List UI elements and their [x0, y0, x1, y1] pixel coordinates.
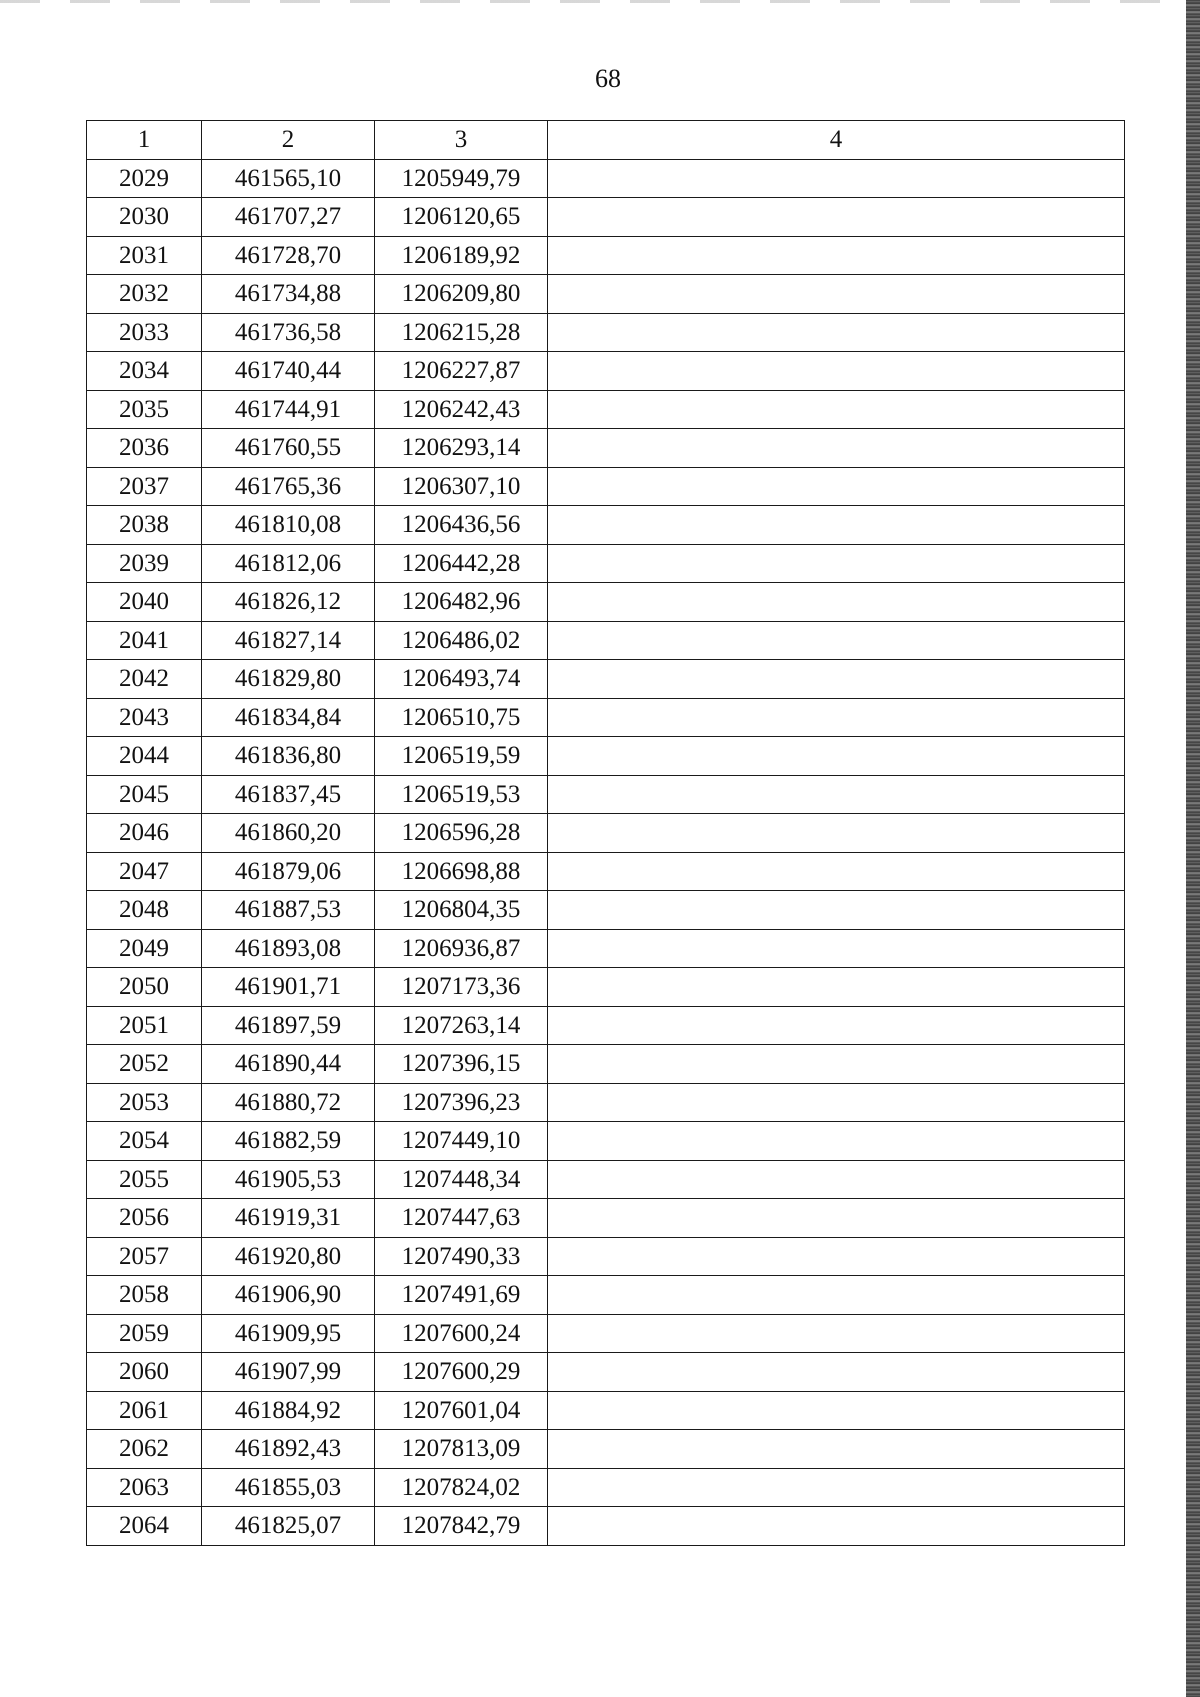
y-coordinate-cell: 1206486,02 [375, 621, 548, 660]
table-row [87, 198, 1125, 237]
table-row [87, 737, 1125, 776]
description-cell [548, 968, 1125, 1007]
y-coordinate-cell: 1207600,29 [375, 1353, 548, 1392]
y-coordinate-cell: 1206215,28 [375, 313, 548, 352]
description-cell [548, 1122, 1125, 1161]
y-coordinate-cell: 1207490,33 [375, 1237, 548, 1276]
y-coordinate-cell: 1206442,28 [375, 544, 548, 583]
description-cell [548, 737, 1125, 776]
table-row [87, 1314, 1125, 1353]
table-row [87, 429, 1125, 468]
y-coordinate-cell: 1206307,10 [375, 467, 548, 506]
x-coordinate-cell: 461897,59 [202, 1006, 375, 1045]
description-cell [548, 1314, 1125, 1353]
table-row [87, 1276, 1125, 1315]
table-row [87, 583, 1125, 622]
x-coordinate-cell: 461825,07 [202, 1507, 375, 1546]
table-row [87, 852, 1125, 891]
page-number: 68 [595, 64, 621, 93]
x-coordinate-cell: 461826,12 [202, 583, 375, 622]
table-row [87, 313, 1125, 352]
table-row [87, 1430, 1125, 1469]
table-row [87, 891, 1125, 930]
y-coordinate-cell: 1207396,15 [375, 1045, 548, 1084]
scan-top-noise [0, 0, 1186, 3]
point-number-cell: 2037 [87, 467, 202, 506]
scan-edge-shadow [1186, 0, 1200, 1697]
description-cell [548, 698, 1125, 737]
table-row [87, 1045, 1125, 1084]
x-coordinate-cell: 461734,88 [202, 275, 375, 314]
x-coordinate-cell: 461765,36 [202, 467, 375, 506]
description-cell [548, 1237, 1125, 1276]
y-coordinate-cell: 1206936,87 [375, 929, 548, 968]
table-row [87, 814, 1125, 853]
y-coordinate-cell: 1206519,53 [375, 775, 548, 814]
point-number-cell: 2034 [87, 352, 202, 391]
x-coordinate-cell: 461860,20 [202, 814, 375, 853]
x-coordinate-cell: 461834,84 [202, 698, 375, 737]
point-number-cell: 2035 [87, 390, 202, 429]
point-number-cell: 2030 [87, 198, 202, 237]
description-cell [548, 236, 1125, 275]
y-coordinate-cell: 1206596,28 [375, 814, 548, 853]
x-coordinate-cell: 461919,31 [202, 1199, 375, 1238]
point-number-cell: 2051 [87, 1006, 202, 1045]
table-row [87, 1122, 1125, 1161]
table-row [87, 1391, 1125, 1430]
table-row [87, 621, 1125, 660]
description-cell [548, 1199, 1125, 1238]
column-header-4: 4 [548, 121, 1125, 160]
point-number-cell: 2050 [87, 968, 202, 1007]
description-cell [548, 275, 1125, 314]
point-number-cell: 2063 [87, 1468, 202, 1507]
description-cell [548, 1507, 1125, 1546]
x-coordinate-cell: 461728,70 [202, 236, 375, 275]
description-cell [548, 1430, 1125, 1469]
description-cell [548, 814, 1125, 853]
y-coordinate-cell: 1206698,88 [375, 852, 548, 891]
point-number-cell: 2033 [87, 313, 202, 352]
table-row [87, 1083, 1125, 1122]
table-row [87, 775, 1125, 814]
y-coordinate-cell: 1206209,80 [375, 275, 548, 314]
description-cell [548, 929, 1125, 968]
description-cell [548, 544, 1125, 583]
table-row [87, 1507, 1125, 1546]
x-coordinate-cell: 461855,03 [202, 1468, 375, 1507]
x-coordinate-cell: 461906,90 [202, 1276, 375, 1315]
description-cell [548, 1353, 1125, 1392]
description-cell [548, 352, 1125, 391]
column-header-3: 3 [375, 121, 548, 160]
x-coordinate-cell: 461901,71 [202, 968, 375, 1007]
y-coordinate-cell: 1206242,43 [375, 390, 548, 429]
table-row [87, 1237, 1125, 1276]
table-row [87, 1006, 1125, 1045]
point-number-cell: 2046 [87, 814, 202, 853]
point-number-cell: 2060 [87, 1353, 202, 1392]
x-coordinate-cell: 461909,95 [202, 1314, 375, 1353]
y-coordinate-cell: 1206510,75 [375, 698, 548, 737]
description-cell [548, 852, 1125, 891]
x-coordinate-cell: 461905,53 [202, 1160, 375, 1199]
x-coordinate-cell: 461829,80 [202, 660, 375, 699]
point-number-cell: 2058 [87, 1276, 202, 1315]
point-number-cell: 2032 [87, 275, 202, 314]
x-coordinate-cell: 461879,06 [202, 852, 375, 891]
description-cell [548, 1006, 1125, 1045]
table-row [87, 544, 1125, 583]
point-number-cell: 2038 [87, 506, 202, 545]
table-row [87, 698, 1125, 737]
x-coordinate-cell: 461744,91 [202, 390, 375, 429]
point-number-cell: 2047 [87, 852, 202, 891]
x-coordinate-cell: 461887,53 [202, 891, 375, 930]
table-row [87, 236, 1125, 275]
point-number-cell: 2029 [87, 159, 202, 198]
table-row [87, 159, 1125, 198]
y-coordinate-cell: 1207600,24 [375, 1314, 548, 1353]
y-coordinate-cell: 1207824,02 [375, 1468, 548, 1507]
y-coordinate-cell: 1207491,69 [375, 1276, 548, 1315]
y-coordinate-cell: 1207448,34 [375, 1160, 548, 1199]
x-coordinate-cell: 461893,08 [202, 929, 375, 968]
y-coordinate-cell: 1207842,79 [375, 1507, 548, 1546]
point-number-cell: 2053 [87, 1083, 202, 1122]
description-cell [548, 1045, 1125, 1084]
point-number-cell: 2057 [87, 1237, 202, 1276]
description-cell [548, 1276, 1125, 1315]
description-cell [548, 1160, 1125, 1199]
point-number-cell: 2042 [87, 660, 202, 699]
y-coordinate-cell: 1206482,96 [375, 583, 548, 622]
coordinates-table [86, 120, 1125, 1546]
table-header-row [87, 121, 1125, 160]
x-coordinate-cell: 461760,55 [202, 429, 375, 468]
description-cell [548, 1083, 1125, 1122]
x-coordinate-cell: 461836,80 [202, 737, 375, 776]
table-row [87, 275, 1125, 314]
column-header-1: 1 [87, 121, 202, 160]
y-coordinate-cell: 1206436,56 [375, 506, 548, 545]
description-cell [548, 467, 1125, 506]
y-coordinate-cell: 1206804,35 [375, 891, 548, 930]
y-coordinate-cell: 1207449,10 [375, 1122, 548, 1161]
description-cell [548, 506, 1125, 545]
y-coordinate-cell: 1207263,14 [375, 1006, 548, 1045]
table-row [87, 390, 1125, 429]
point-number-cell: 2061 [87, 1391, 202, 1430]
point-number-cell: 2031 [87, 236, 202, 275]
point-number-cell: 2056 [87, 1199, 202, 1238]
point-number-cell: 2043 [87, 698, 202, 737]
description-cell [548, 390, 1125, 429]
x-coordinate-cell: 461812,06 [202, 544, 375, 583]
point-number-cell: 2055 [87, 1160, 202, 1199]
description-cell [548, 621, 1125, 660]
x-coordinate-cell: 461880,72 [202, 1083, 375, 1122]
description-cell [548, 159, 1125, 198]
x-coordinate-cell: 461892,43 [202, 1430, 375, 1469]
point-number-cell: 2064 [87, 1507, 202, 1546]
table-row [87, 1468, 1125, 1507]
x-coordinate-cell: 461907,99 [202, 1353, 375, 1392]
description-cell [548, 1391, 1125, 1430]
table-row [87, 660, 1125, 699]
x-coordinate-cell: 461837,45 [202, 775, 375, 814]
table-row [87, 1160, 1125, 1199]
point-number-cell: 2052 [87, 1045, 202, 1084]
y-coordinate-cell: 1206189,92 [375, 236, 548, 275]
table-row [87, 1353, 1125, 1392]
description-cell [548, 198, 1125, 237]
table-row [87, 506, 1125, 545]
table-row [87, 352, 1125, 391]
description-cell [548, 891, 1125, 930]
table-body [87, 159, 1125, 1545]
y-coordinate-cell: 1207173,36 [375, 968, 548, 1007]
table-row [87, 467, 1125, 506]
y-coordinate-cell: 1205949,79 [375, 159, 548, 198]
description-cell [548, 429, 1125, 468]
y-coordinate-cell: 1207813,09 [375, 1430, 548, 1469]
y-coordinate-cell: 1207601,04 [375, 1391, 548, 1430]
table-row [87, 929, 1125, 968]
point-number-cell: 2044 [87, 737, 202, 776]
point-number-cell: 2049 [87, 929, 202, 968]
x-coordinate-cell: 461736,58 [202, 313, 375, 352]
x-coordinate-cell: 461707,27 [202, 198, 375, 237]
y-coordinate-cell: 1207447,63 [375, 1199, 548, 1238]
x-coordinate-cell: 461882,59 [202, 1122, 375, 1161]
x-coordinate-cell: 461740,44 [202, 352, 375, 391]
point-number-cell: 2054 [87, 1122, 202, 1161]
x-coordinate-cell: 461827,14 [202, 621, 375, 660]
y-coordinate-cell: 1207396,23 [375, 1083, 548, 1122]
description-cell [548, 313, 1125, 352]
x-coordinate-cell: 461565,10 [202, 159, 375, 198]
description-cell [548, 1468, 1125, 1507]
y-coordinate-cell: 1206120,65 [375, 198, 548, 237]
point-number-cell: 2041 [87, 621, 202, 660]
table-row [87, 968, 1125, 1007]
y-coordinate-cell: 1206519,59 [375, 737, 548, 776]
y-coordinate-cell: 1206293,14 [375, 429, 548, 468]
point-number-cell: 2045 [87, 775, 202, 814]
point-number-cell: 2040 [87, 583, 202, 622]
point-number-cell: 2039 [87, 544, 202, 583]
column-header-2: 2 [202, 121, 375, 160]
point-number-cell: 2059 [87, 1314, 202, 1353]
point-number-cell: 2048 [87, 891, 202, 930]
y-coordinate-cell: 1206227,87 [375, 352, 548, 391]
description-cell [548, 775, 1125, 814]
table-row [87, 1199, 1125, 1238]
description-cell [548, 583, 1125, 622]
x-coordinate-cell: 461810,08 [202, 506, 375, 545]
x-coordinate-cell: 461884,92 [202, 1391, 375, 1430]
x-coordinate-cell: 461890,44 [202, 1045, 375, 1084]
point-number-cell: 2036 [87, 429, 202, 468]
point-number-cell: 2062 [87, 1430, 202, 1469]
description-cell [548, 660, 1125, 699]
x-coordinate-cell: 461920,80 [202, 1237, 375, 1276]
y-coordinate-cell: 1206493,74 [375, 660, 548, 699]
